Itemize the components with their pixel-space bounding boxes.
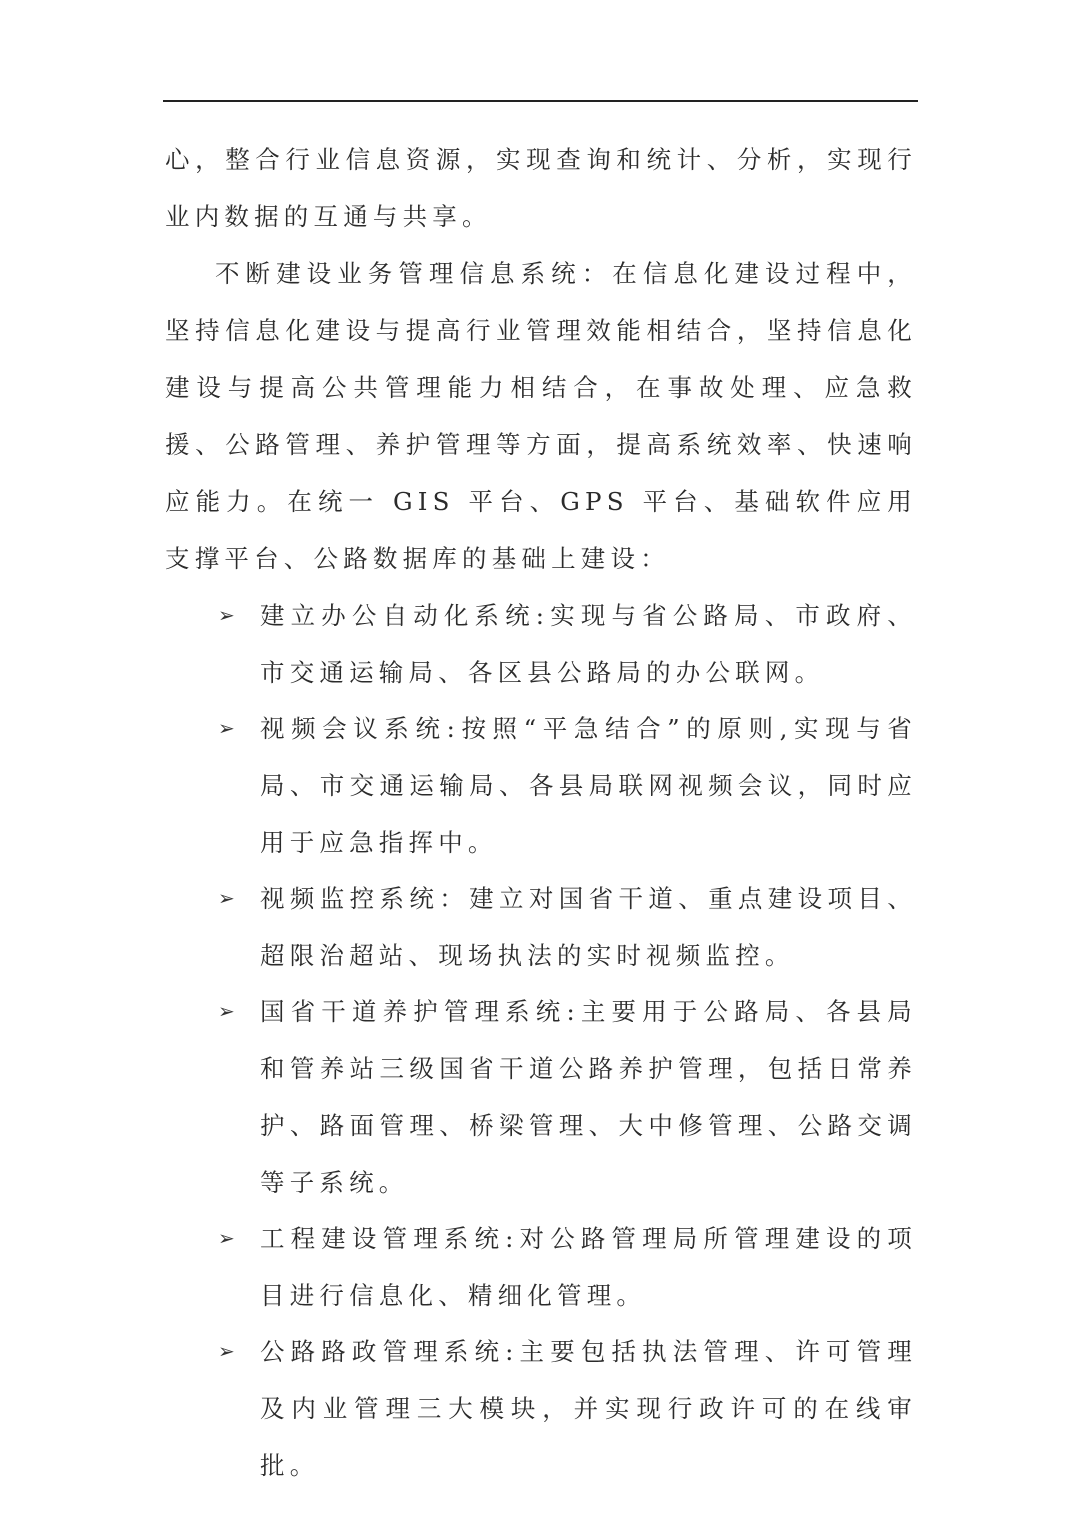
list-item [218,983,917,1211]
list-item-text: 国省干道养护管理系统:主要用于公路局、各县局和管养站三级国省干道公路养护管理，包括日常养护、路面管理、桥梁管理、大中修管理、公路交调等子系统。 [260,997,917,1197]
list-item [218,870,917,984]
list-item-text: 视频会议系统:按照“平急结合”的原则,实现与省局、市交通运输局、各县局联网视频会议，同时应用于应急指挥中。 [260,714,917,857]
system-bullet-list [165,587,917,1494]
list-item [218,1210,917,1324]
arrow-bullet-icon: ➢ [218,716,235,740]
list-item [218,1323,917,1494]
list-item-text: 工程建设管理系统:对公路管理局所管理建设的项目进行信息化、精细化管理。 [260,1224,917,1310]
paragraph-business-systems: 不断建设业务管理信息系统：在信息化建设过程中，坚持信息化建设与提高行业管理效能相结合，坚持信息化建设与提高公共管理能力相结合，在事故处理、应急救援、公路管理、养护管理等方面，提高系统效率、快速响应能力。在统一 GIS 平台、GPS 平台、基础软件应用支撑平台、公路数据库的基础上建设： [165,259,917,573]
document-body [165,131,917,1493]
list-item-text: 公路路政管理系统:主要包括执法管理、许可管理及内业管理三大模块，并实现行政许可的在线审批。 [260,1337,917,1480]
arrow-bullet-icon: ➢ [218,1339,235,1363]
arrow-bullet-icon: ➢ [218,999,235,1023]
list-item [218,700,917,871]
arrow-bullet-icon: ➢ [218,1226,235,1250]
arrow-bullet-icon: ➢ [218,603,235,627]
arrow-bullet-icon: ➢ [218,886,235,910]
header-rule [163,100,918,102]
list-item-text: 视频监控系统：建立对国省干道、重点建设项目、超限治超站、现场执法的实时视频监控。 [260,884,917,970]
list-item [218,587,917,701]
list-item-text: 建立办公自动化系统:实现与省公路局、市政府、市交通运输局、各区县公路局的办公联网。 [260,601,917,687]
paragraph-continuation: 心，整合行业信息资源，实现查询和统计、分析，实现行业内数据的互通与共享。 [165,145,917,231]
